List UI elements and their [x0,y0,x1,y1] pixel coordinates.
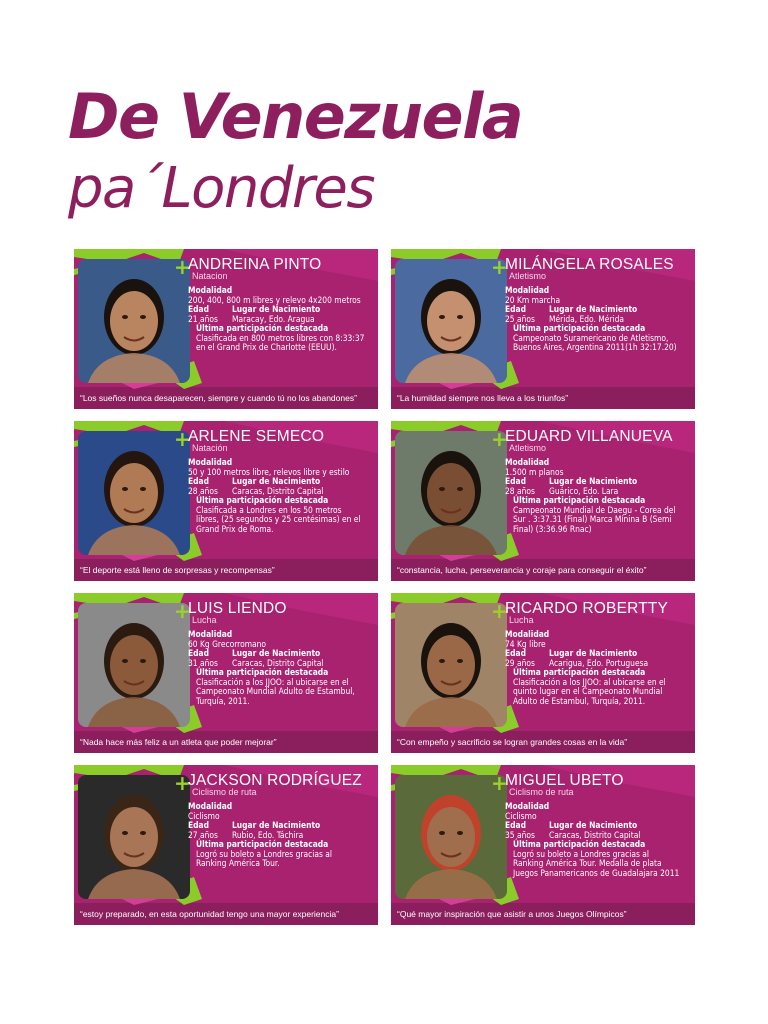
lugar-label: Lugar de Nacimiento [232,304,321,314]
plus-icon: + [491,599,508,623]
modalidad-value: 20 Km marcha [505,294,561,305]
edad-value: 28 años [505,485,535,496]
athlete-sport: Lucha [192,615,217,625]
edad-label: Edad [188,304,210,314]
edad-label: Edad [505,476,527,486]
plus-icon: + [174,599,191,623]
lugar-label: Lugar de Nacimiento [549,820,638,830]
athlete-name: JACKSON RODRÍGUEZ [188,772,362,789]
edad-label: Edad [188,476,210,486]
ultima-line: Campeonato Suramericano de Atletismo, [513,332,669,343]
athlete-info [505,802,691,878]
athlete-sport: Natación [192,443,228,453]
athlete-name: RICARDO ROBERTTY [505,600,669,617]
lugar-label: Lugar de Nacimiento [549,648,638,658]
lugar-value: Caracas, Distrito Capital [549,829,641,840]
athlete-info [505,458,691,534]
lugar-label: Lugar de Nacimiento [232,820,321,830]
plus-icon: + [491,771,508,795]
modalidad-label: Modalidad [188,457,233,467]
athlete-quote: “Qué mayor inspiración que asistir a unos Juegos Olímpicos” [397,909,627,919]
athlete-sport: Atletismo [509,271,547,281]
athlete-card [74,249,378,409]
modalidad-value: Ciclismo [505,810,537,821]
ultima-line: Logró su boleto a Londres gracias al [196,848,332,859]
athlete-sport: Natacion [192,271,228,281]
edad-label: Edad [505,304,527,314]
edad-label: Edad [505,820,527,830]
athlete-card [391,249,695,409]
athlete-name: LUIS LIENDO [188,600,287,617]
edad-value: 27 años [188,829,218,840]
modalidad-label: Modalidad [505,801,550,811]
athlete-sport: Ciclismo de ruta [192,787,257,797]
athlete-sport: Lucha [509,615,534,625]
edad-value: 28 años [188,485,218,496]
ultima-line: Final) (3:36.96 Rnac) [513,523,592,534]
modalidad-label: Modalidad [505,629,550,639]
ultima-line: Clasificada a Londres en los 50 metros [196,504,342,515]
edad-value: 29 años [505,657,535,668]
plus-icon: + [174,427,191,451]
athlete-info [188,286,374,353]
ultima-line: Logró su boleto a Londres gracias al [513,848,649,859]
ultima-line: quinto lugar en el Campeonato Mundial [513,686,663,696]
edad-label: Edad [188,820,210,830]
ultima-label: Última participación destacada [196,839,329,849]
ultima-label: Última participación destacada [196,323,329,333]
lugar-label: Lugar de Nacimiento [232,648,321,658]
athlete-sport: Atletismo [509,443,547,453]
ultima-line: Ranking América Tour. Medalla de plata [513,858,662,868]
modalidad-label: Modalidad [188,629,233,639]
ultima-line: Buenos Aires, Argentina 2011(1h 32:17.20) [513,342,677,352]
athlete-name: ANDREINA PINTO [188,256,322,273]
page-title-line1: De Venezuela [68,80,523,153]
lugar-value: Caracas, Distrito Capital [232,485,324,496]
athlete-card [391,421,695,581]
edad-value: 31 años [188,657,218,668]
ultima-line: Clasificación a los JJOO: al ubicarse en el [513,676,666,687]
athlete-info [505,286,691,353]
ultima-line: libres, (25 segundos y 25 centésimas) en el [196,514,361,524]
athlete-quote: “constancia, lucha, perseverancia y coraje para conseguir el éxito” [397,565,647,575]
athlete-quote: “Los sueños nunca desaparecen, siempre y cuando tú no los abandones” [80,393,357,403]
ultima-label: Última participación destacada [513,495,646,505]
ultima-line: Grand Prix de Roma. [196,523,274,534]
athlete-quote: “Con empeño y sacrificio se logran grandes cosas en la vida” [397,737,628,747]
plus-icon: + [174,255,191,279]
page-title-line2: pa´Londres [68,156,375,221]
athlete-quote: “El deporte está lleno de sorpresas y recompensas” [80,565,275,575]
edad-label: Edad [188,648,210,658]
modalidad-label: Modalidad [505,285,550,295]
lugar-label: Lugar de Nacimiento [549,476,638,486]
ultima-line: Turquía, 2011. [196,695,250,706]
athlete-card [74,421,378,581]
modalidad-value: Ciclismo [188,810,220,821]
modalidad-label: Modalidad [505,457,550,467]
athlete-card [74,593,378,753]
ultima-line: Campeonato Mundial Adulto de Estambul, [196,686,355,696]
modalidad-value: 1.500 m planos [505,466,564,477]
ultima-line: en el Grand Prix de Charlotte (EEUU). [196,342,337,352]
athlete-name: EDUARD VILLANUEVA [505,428,673,445]
athlete-card [391,765,695,925]
ultima-label: Última participación destacada [196,667,329,677]
lugar-value: Caracas, Distrito Capital [232,657,324,668]
lugar-label: Lugar de Nacimiento [232,476,321,486]
lugar-label: Lugar de Nacimiento [549,304,638,314]
athlete-info [505,630,691,706]
edad-value: 35 años [505,829,535,840]
athlete-info [188,802,374,869]
athlete-info [188,630,374,706]
edad-value: 21 años [188,313,218,324]
athlete-info [188,458,374,534]
plus-icon: + [174,771,191,795]
lugar-value: Rubio, Edo. Táchira [232,829,304,840]
athlete-quote: “estoy preparado, en esta oportunidad tengo una mayor experiencia” [80,909,339,919]
plus-icon: + [491,255,508,279]
modalidad-value: 200, 400, 800 m libres y relevo 4x200 metros [188,294,361,305]
athlete-card [391,593,695,753]
ultima-label: Última participación destacada [196,495,329,505]
ultima-line: Ranking América Tour. [196,858,280,868]
athlete-quote: “Nada hace más feliz a un atleta que poder mejorar” [80,737,277,747]
edad-label: Edad [505,648,527,658]
ultima-line: Clasificación a los JJOO: al ubicarse en el [196,676,349,687]
ultima-label: Última participación destacada [513,323,646,333]
athlete-name: ARLENE SEMECO [188,428,325,445]
athlete-quote: “La humildad siempre nos lleva a los triunfos” [397,393,569,403]
modalidad-label: Modalidad [188,801,233,811]
athlete-sport: Ciclismo de ruta [509,787,574,797]
ultima-line: Adulto de Estambul, Turquía, 2011. [513,695,646,706]
plus-icon: + [491,427,508,451]
lugar-value: Acarigua, Edo. Portuguesa [549,657,649,668]
ultima-line: Juegos Panamericanos de Guadalajara 2011 [513,867,680,878]
modalidad-label: Modalidad [188,285,233,295]
ultima-label: Última participación destacada [513,839,646,849]
modalidad-value: 74 Kg libre [505,638,546,649]
athlete-name: MIGUEL UBETO [505,772,624,789]
athlete-card [74,765,378,925]
ultima-line: Campeonato Mundial de Daegu - Corea del [513,504,676,515]
lugar-value: Mérida, Edo. Mérida [549,313,625,324]
lugar-value: Guárico, Edo. Lara [549,485,619,496]
modalidad-value: 50 y 100 metros libre, relevos libre y estilo [188,466,350,477]
edad-value: 25 años [505,313,535,324]
athlete-name: MILÁNGELA ROSALES [505,256,674,273]
ultima-label: Última participación destacada [513,667,646,677]
modalidad-value: 60 Kg Grecorromano [188,638,267,649]
ultima-line: Clasificada en 800 metros libres con 8:33:37 [196,332,365,343]
ultima-line: Sur . 3:37.31 (Final) Marca Mínina B (Semi [513,514,672,524]
lugar-value: Maracay, Edo. Aragua [232,313,315,324]
